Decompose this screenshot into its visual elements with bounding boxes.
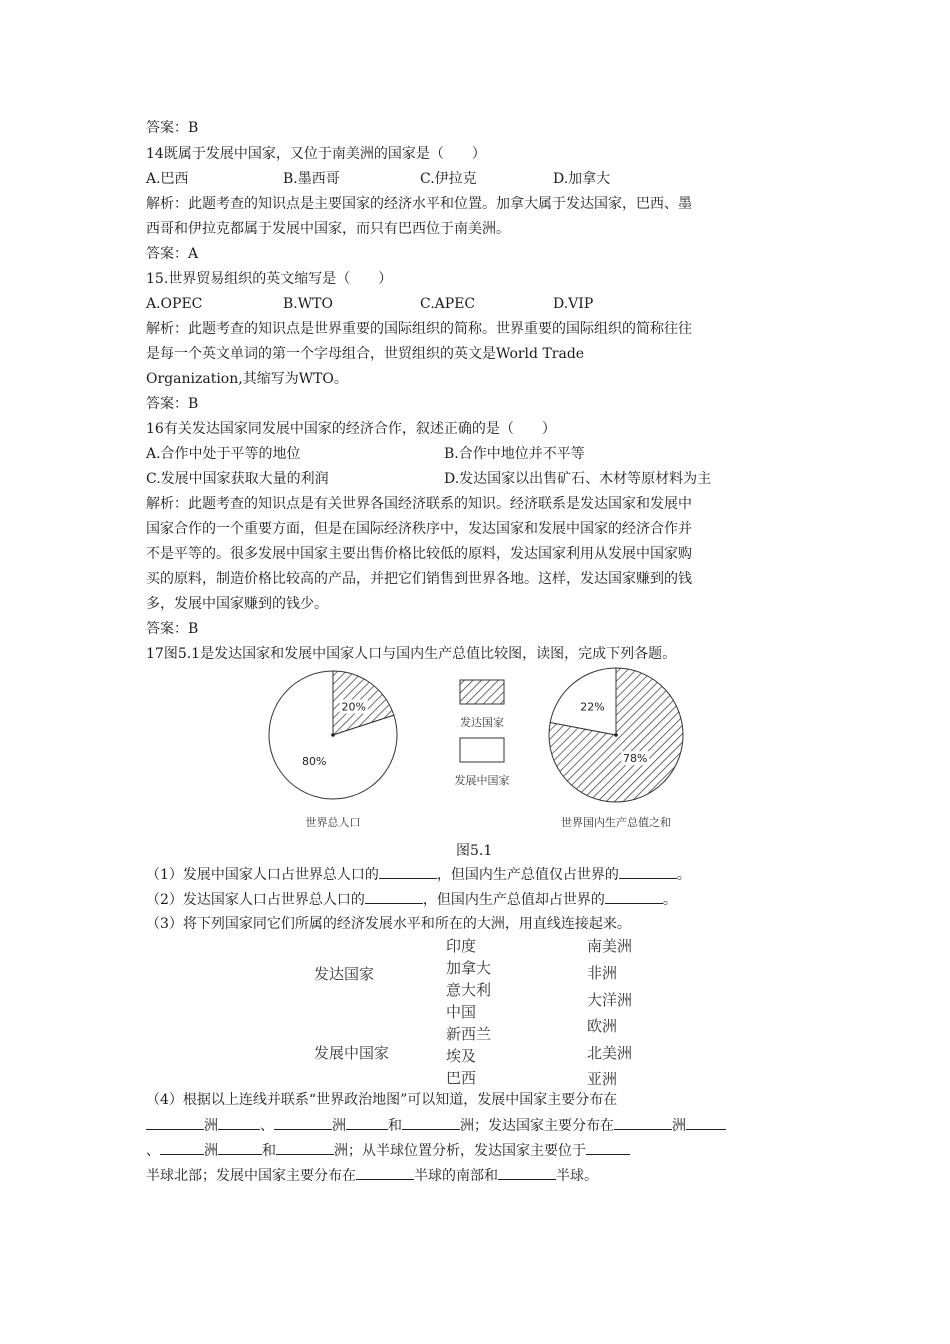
figure-5-1	[264, 668, 694, 832]
continent-europe: 欧洲	[587, 1017, 618, 1035]
answer-blank[interactable]	[218, 1115, 260, 1130]
q17-sub1: （1）发展中国家人口占世界总人口的 ，但国内生产总值仅占世界的 。	[146, 864, 691, 885]
continent-south-america: 南美洲	[587, 937, 633, 955]
q15-answer: 答案：B	[146, 396, 199, 412]
pie-data-label: 20%	[341, 700, 366, 714]
continent-africa: 非洲	[587, 964, 618, 982]
q15-option-a: A.OPEC	[146, 296, 203, 312]
q17-sub4-line-4: 半球北部；发展中国家主要分布在 半球的南部和 半球。	[146, 1165, 598, 1186]
q16-option-d: D.发达国家以出售矿石、木材等原材料为主	[444, 471, 712, 487]
pie-center-dot	[331, 733, 335, 737]
pie-world-population	[269, 671, 397, 799]
country-india: 印度	[446, 937, 477, 955]
answer-blank[interactable]	[498, 1165, 556, 1180]
q13-answer: 答案：B	[146, 120, 199, 136]
q14-option-c: C.伊拉克	[420, 171, 477, 187]
legend-developing-swatch	[460, 738, 504, 762]
q14-stem: 14既属于发展中国家，又位于南美洲的国家是（ ）	[146, 146, 486, 162]
continent-north-america: 北美洲	[587, 1044, 633, 1062]
legend-developed-label: 发达国家	[460, 716, 504, 729]
q16-analysis-line-5: 多，发展中国家赚到的钱少。	[146, 596, 328, 612]
answer-blank[interactable]	[274, 1115, 332, 1130]
answer-blank[interactable]	[619, 864, 677, 879]
q17-sub4-line-1: （4）根据以上连线并联系“世界政治地图”可以知道，发展中国家主要分布在	[146, 1092, 618, 1108]
pie-data-label: 80%	[301, 754, 327, 768]
answer-blank[interactable]	[614, 1115, 672, 1130]
country-canada: 加拿大	[446, 959, 492, 977]
q16-stem: 16有关发达国家同发展中国家的经济合作，叙述正确的是（ ）	[146, 421, 556, 437]
legend-developing-label: 发展中国家	[454, 774, 510, 787]
q16-answer: 答案：B	[146, 621, 199, 637]
country-egypt: 埃及	[446, 1047, 477, 1065]
q15-option-d: D.VIP	[553, 296, 594, 312]
q14-option-a: A.巴西	[146, 171, 189, 187]
answer-blank[interactable]	[686, 1115, 726, 1130]
answer-blank[interactable]	[356, 1165, 414, 1180]
q14-analysis-line-1: 解析：此题考查的知识点是主要国家的经济水平和位置。加拿大属于发达国家，巴西、墨	[146, 196, 692, 212]
continent-asia: 亚洲	[587, 1070, 618, 1088]
q17-sub2: （2）发达国家人口占世界总人口的 ，但国内生产总值却占世界的 。	[146, 889, 677, 910]
q15-stem: 15.世界贸易组织的英文缩写是（ ）	[146, 271, 393, 287]
answer-blank[interactable]	[379, 864, 437, 879]
q14-option-d: D.加拿大	[553, 171, 611, 187]
continent-oceania: 大洋洲	[587, 991, 633, 1009]
answer-blank[interactable]	[276, 1140, 334, 1155]
q14-option-b: B.墨西哥	[283, 171, 340, 187]
pie-world-population-title: 世界总人口	[305, 816, 361, 829]
legend-developed-swatch	[460, 680, 504, 704]
q17-stem: 17图5.1是发达国家和发展中国家人口与国内生产总值比较图，读图，完成下列各题。	[146, 646, 677, 662]
q14-analysis-line-2: 西哥和伊拉克都属于发展中国家，而只有巴西位于南美洲。	[146, 221, 510, 237]
q15-option-b: B.WTO	[283, 296, 333, 312]
answer-blank[interactable]	[402, 1115, 460, 1130]
q17-sub3: （3）将下列国家同它们所属的经济发展水平和所在的大洲，用直线连接起来。	[146, 916, 631, 932]
answer-blank[interactable]	[605, 889, 663, 904]
q16-analysis-line-4: 买的原料，制造价格比较高的产品，并把它们销售到世界各地。这样，发达国家赚到的钱	[146, 571, 692, 587]
q17-sub4-line-2: 洲 、 洲 和 洲；发达国家主要分布在 洲	[146, 1115, 726, 1136]
country-new-zealand: 新西兰	[446, 1025, 492, 1043]
country-china: 中国	[446, 1003, 477, 1021]
pie-data-label: 22%	[580, 700, 605, 714]
answer-blank[interactable]	[586, 1140, 630, 1155]
answer-blank[interactable]	[346, 1115, 388, 1130]
level-developed: 发达国家	[314, 965, 375, 983]
q15-analysis-line-1: 解析：此题考查的知识点是世界重要的国际组织的简称。世界重要的国际组织的简称往往	[146, 321, 692, 337]
answer-blank[interactable]	[160, 1140, 204, 1155]
pie-world-gdp-title: 世界国内生产总值之和	[561, 816, 671, 829]
q16-analysis-line-3: 不是平等的。很多发展中国家主要出售价格比较低的原料，发达国家利用从发展中国家购	[146, 546, 692, 562]
answer-blank[interactable]	[218, 1140, 262, 1155]
q14-answer: 答案：A	[146, 246, 199, 262]
country-italy: 意大利	[446, 981, 492, 999]
q15-analysis-line-2: 是每一个英文单词的第一个字母组合，世贸组织的英文是World Trade	[146, 346, 585, 362]
figure-caption: 图5.1	[456, 843, 493, 859]
q16-analysis-line-2: 国家合作的一个重要方面，但是在国际经济秩序中，发达国家和发展中国家的经济合作并	[146, 521, 692, 537]
pie-data-label: 78%	[622, 752, 648, 766]
q16-option-b: B.合作中地位并不平等	[444, 446, 585, 462]
answer-blank[interactable]	[365, 889, 423, 904]
q15-analysis-line-3: Organization,其缩写为WTO。	[146, 371, 348, 387]
q17-sub4-line-3: 、 洲 和 洲；从半球位置分析，发达国家主要位于	[146, 1140, 630, 1161]
q16-option-c: C.发展中国家获取大量的利润	[146, 471, 329, 487]
answer-blank[interactable]	[146, 1115, 204, 1130]
pie-world-gdp	[549, 668, 683, 802]
q16-analysis-line-1: 解析：此题考查的知识点是有关世界各国经济联系的知识。经济联系是发达国家和发展中	[146, 496, 692, 512]
country-brazil: 巴西	[446, 1069, 477, 1087]
level-developing: 发展中国家	[314, 1044, 390, 1062]
q16-option-a: A.合作中处于平等的地位	[146, 446, 301, 462]
q15-option-c: C.APEC	[420, 296, 476, 312]
pie-center-dot	[614, 733, 618, 737]
